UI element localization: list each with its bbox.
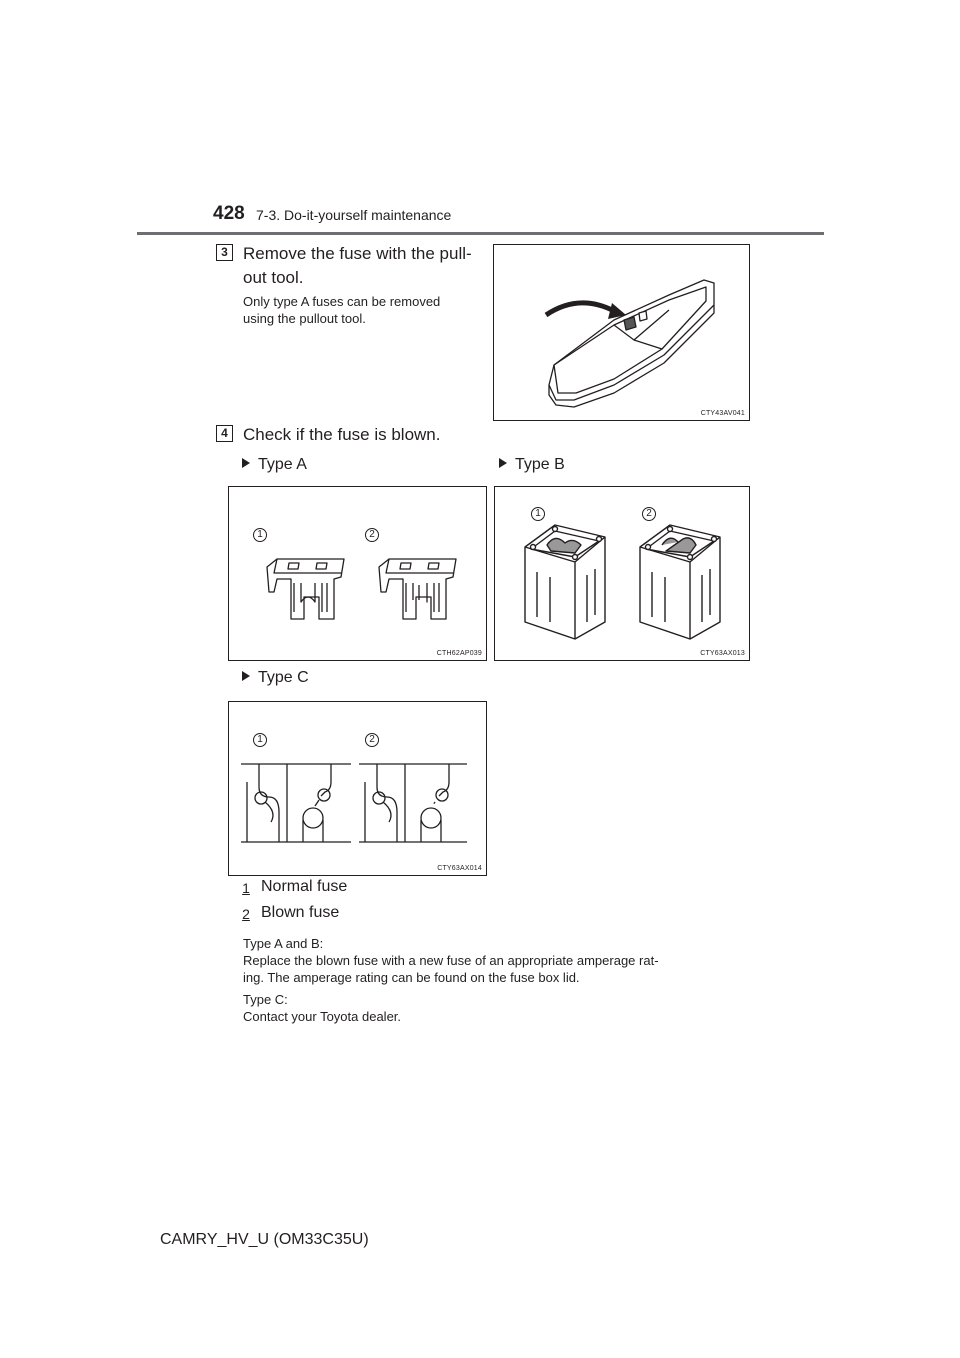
legend-num-1: 1 <box>238 880 254 896</box>
callout-2: 2 <box>365 733 379 747</box>
step-3-badge: 3 <box>216 244 233 261</box>
legend-blown-fuse: Blown fuse <box>261 904 340 921</box>
instructions-c-title: Type C: <box>243 992 288 1007</box>
figure-type-b <box>494 486 750 661</box>
instructions-c-line-1: Contact your Toyota dealer. <box>243 1009 402 1024</box>
figure-code: CTY63AX014 <box>437 865 482 872</box>
type-b-label: Type B <box>499 456 565 474</box>
figure-code: CTY43AV041 <box>700 410 745 417</box>
figure-pullout-tool <box>493 244 750 421</box>
instructions-ab-line-1: Replace the blown fuse with a new fuse of an appropriate amperage rat- <box>243 953 659 968</box>
type-a-label: Type A <box>242 456 307 474</box>
figure-type-a <box>228 486 487 661</box>
triangle-right-icon <box>242 458 250 468</box>
callout-2: 2 <box>365 528 379 542</box>
fuse-box-lid-illustration <box>494 245 749 420</box>
page-number: 428 <box>213 203 245 224</box>
figure-code: CTY63AX013 <box>700 650 745 657</box>
step-3-note-line-2: using the pullout tool. <box>243 311 366 326</box>
figure-code: CTH62AP039 <box>436 650 482 657</box>
legend-num-2: 2 <box>238 906 254 922</box>
step-4-badge: 4 <box>216 425 233 442</box>
instructions-ab-line-2: ing. The amperage rating can be found on the fuse box lid. <box>243 970 580 985</box>
callout-2: 2 <box>642 507 656 521</box>
footer-model-code: CAMRY_HV_U (OM33C35U) <box>160 1231 369 1248</box>
type-a-fuses-illustration <box>229 487 486 660</box>
instructions-ab-title: Type A and B: <box>243 936 324 951</box>
type-c-fuses-illustration <box>229 702 486 875</box>
callout-1: 1 <box>253 528 267 542</box>
header-rule <box>137 232 824 235</box>
arrow-icon <box>546 303 614 315</box>
type-b-fuses-illustration <box>495 487 749 660</box>
step-3-note-line-1: Only type A fuses can be removed <box>243 294 441 309</box>
triangle-right-icon <box>242 671 250 681</box>
triangle-right-icon <box>499 458 507 468</box>
figure-type-c <box>228 701 487 876</box>
step-3-text-line-1: Remove the fuse with the pull- <box>243 244 472 263</box>
step-3-text-line-2: out tool. <box>243 268 304 287</box>
step-4-text: Check if the fuse is blown. <box>243 425 441 444</box>
type-c-label: Type C <box>242 669 309 687</box>
legend-normal-fuse: Normal fuse <box>261 878 348 895</box>
section-title: 7-3. Do-it-yourself maintenance <box>256 207 452 223</box>
callout-1: 1 <box>253 733 267 747</box>
callout-1: 1 <box>531 507 545 521</box>
